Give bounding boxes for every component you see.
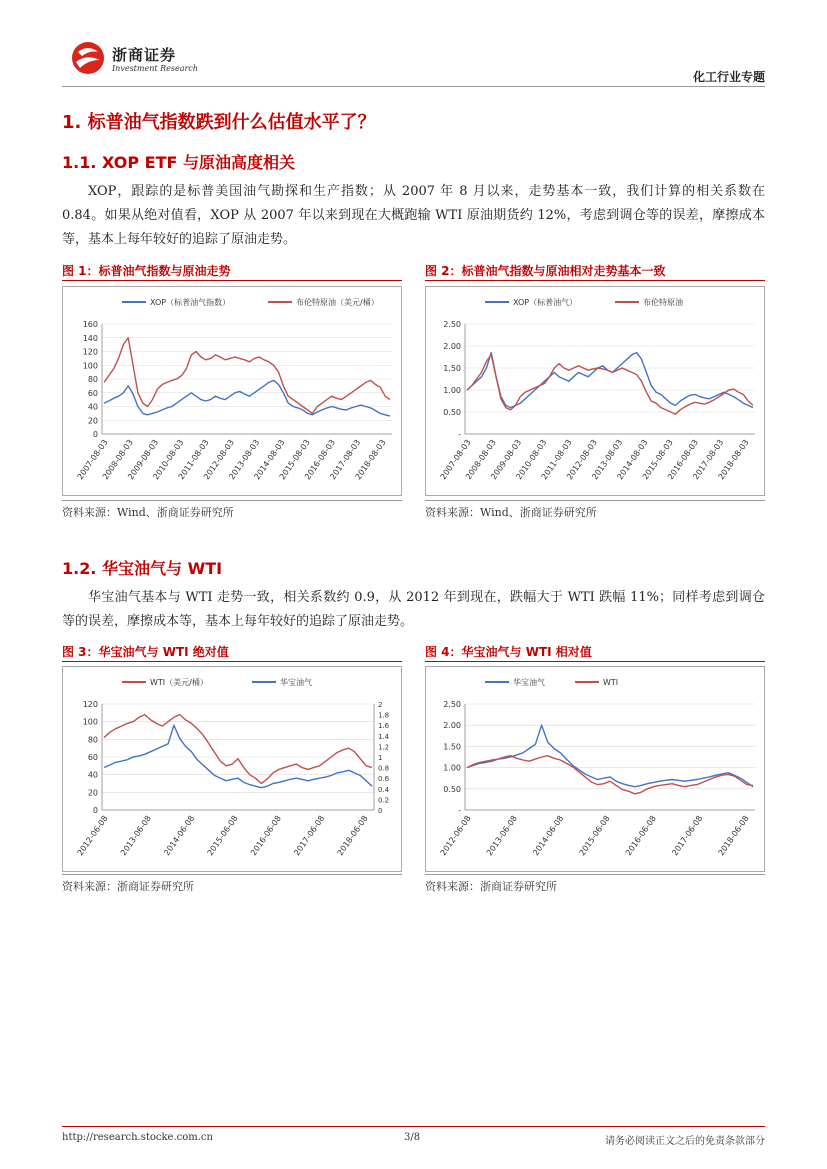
x-tick-label: 2015-06-08 bbox=[577, 813, 612, 858]
x-tick-label: 2012-08-03 bbox=[564, 437, 600, 482]
x-tick-label: 2011-08-03 bbox=[176, 437, 211, 482]
y2-tick-label: 0.6 bbox=[378, 775, 390, 784]
legend-label-1: 华宝油气 bbox=[280, 678, 312, 687]
section-1-2-paragraph: 华宝油气基本与 WTI 走势一致，相关系数约 0.9，从 2012 年到现在，跌幅大于 WTI 跌幅 11%；同样考虑到调仓等的误差，摩擦成本等，基本上每年较好的追踪了原油走势。 bbox=[62, 590, 765, 629]
figure-2-title: 图 2：标普油气指数与原油相对走势基本一致 bbox=[425, 264, 666, 278]
y-tick-label: 40 bbox=[87, 770, 98, 780]
x-tick-label: 2014-08-03 bbox=[615, 437, 650, 482]
section-1-title: 1. 标普油气指数跌到什么估值水平了？ bbox=[62, 112, 376, 133]
x-tick-label: 2016-06-08 bbox=[248, 813, 283, 858]
y-tick-label: 160 bbox=[82, 320, 98, 329]
section-1-1-title: 1.1. XOP ETF 与原油高度相关 bbox=[62, 153, 296, 172]
logo-chinese-name: 浙商证券 bbox=[112, 46, 177, 64]
x-tick-label: 2012-06-08 bbox=[438, 813, 473, 858]
x-tick-label: 2016-08-03 bbox=[666, 437, 701, 482]
x-tick-label: 2013-08-03 bbox=[227, 437, 262, 482]
y2-tick-label: 0.4 bbox=[378, 785, 390, 794]
figure-1-source: 资料来源：Wind、浙商证券研究所 bbox=[62, 506, 234, 519]
x-tick-label: 2018-08-03 bbox=[716, 437, 751, 482]
figure-1-chart bbox=[62, 286, 402, 496]
figure-4-title: 图 4：华宝油气与 WTI 相对值 bbox=[425, 645, 592, 659]
y2-tick-label: 1 bbox=[378, 754, 383, 762]
figure-1-title: 图 1：标普油气指数与原油走势 bbox=[62, 264, 231, 278]
y-tick-label: 2.50 bbox=[443, 320, 461, 329]
x-tick-label: 2009-08-03 bbox=[126, 437, 161, 482]
section-1-2-title: 1.2. 华宝油气与 WTI bbox=[62, 559, 223, 578]
y-tick-label: 40 bbox=[87, 402, 98, 412]
y2-tick-label: 0.8 bbox=[378, 764, 390, 773]
x-tick-label: 2008-08-03 bbox=[100, 437, 135, 482]
y2-tick-label: 1.4 bbox=[378, 732, 390, 741]
x-tick-label: 2017-08-03 bbox=[328, 437, 363, 482]
y2-tick-label: 0.2 bbox=[378, 796, 390, 805]
x-tick-label: 2018-08-03 bbox=[353, 437, 388, 482]
x-tick-label: 2011-08-03 bbox=[539, 437, 574, 482]
y2-tick-label: 1.8 bbox=[378, 711, 390, 720]
footer-disclaimer: 请务必阅读正文之后的免责条款部分 bbox=[605, 1136, 765, 1147]
y-tick-label: 60 bbox=[87, 753, 98, 762]
x-tick-label: 2015-08-03 bbox=[277, 437, 312, 482]
figure-4-source-rule bbox=[425, 874, 765, 875]
x-tick-label: 2015-06-08 bbox=[205, 813, 240, 858]
x-tick-label: 2014-06-08 bbox=[162, 813, 197, 858]
x-tick-label: 2017-08-03 bbox=[691, 437, 726, 482]
figure-2-title-rule bbox=[425, 280, 765, 281]
x-tick-label: 2018-06-08 bbox=[716, 813, 751, 858]
x-tick-label: 2010-08-03 bbox=[151, 437, 186, 482]
x-tick-label: 2007-08-03 bbox=[75, 437, 110, 482]
x-tick-label: 2015-08-03 bbox=[640, 437, 675, 482]
x-tick-label: 2013-08-03 bbox=[590, 437, 625, 482]
header-divider bbox=[62, 86, 765, 87]
legend-label-0: WTI（美元/桶） bbox=[150, 678, 208, 687]
x-tick-label: 2012-08-03 bbox=[201, 437, 237, 482]
x-tick-label: 2018-06-08 bbox=[335, 813, 370, 858]
x-tick-label: 2012-06-08 bbox=[75, 813, 110, 858]
x-tick-label: 2007-08-03 bbox=[438, 437, 473, 482]
y-tick-label: 1.50 bbox=[443, 742, 461, 752]
y-tick-label: - bbox=[458, 806, 461, 815]
figure-4-chart bbox=[425, 666, 765, 872]
figure-3-title: 图 3：华宝油气与 WTI 绝对值 bbox=[62, 645, 229, 659]
y-tick-label: 140 bbox=[82, 333, 98, 343]
y2-tick-label: 1.2 bbox=[378, 743, 390, 752]
figure-2-source-rule bbox=[425, 500, 765, 501]
y-tick-label: 60 bbox=[87, 388, 98, 398]
y-tick-label: 100 bbox=[82, 717, 98, 727]
section-1-1-paragraph: XOP，跟踪的是标普美国油气勘探和生产指数；从 2007 年 8 月以来，走势基本一致，我们计算的相关系数在 0.84。如果从绝对值看，XOP 从 2007 年以来到现在大概跑输 WTI 原油期货约 12%，考虑到调仓等的误差，摩擦成本等，基本上每年较好的追踪了原油走势。 bbox=[62, 184, 765, 247]
y-tick-label: 2.00 bbox=[443, 721, 461, 731]
figure-3-source: 资料来源：浙商证券研究所 bbox=[62, 880, 194, 893]
y-tick-label: 20 bbox=[87, 416, 98, 426]
figure-4-title-rule bbox=[425, 661, 765, 662]
x-tick-label: 2010-08-03 bbox=[514, 437, 549, 482]
legend-label-1: 布伦特原油 bbox=[643, 298, 683, 307]
legend-label-1: 布伦特原油（美元/桶） bbox=[296, 298, 379, 307]
x-tick-label: 2016-06-08 bbox=[623, 813, 658, 858]
x-tick-label: 2008-08-03 bbox=[463, 437, 498, 482]
y-tick-label: 100 bbox=[82, 361, 98, 371]
y-tick-label: 120 bbox=[82, 347, 98, 357]
y-tick-label: 80 bbox=[87, 375, 98, 384]
figure-3-title-rule bbox=[62, 661, 402, 662]
figure-2-chart bbox=[425, 286, 765, 496]
y-tick-label: 20 bbox=[87, 788, 98, 798]
y-tick-label: 80 bbox=[87, 735, 98, 745]
figure-1-source-rule bbox=[62, 500, 402, 501]
y-tick-label: 0 bbox=[92, 806, 98, 815]
y-tick-label: 0 bbox=[92, 430, 98, 439]
y-tick-label: 2.00 bbox=[443, 342, 461, 351]
footer-url[interactable]: http://research.stocke.com.cn bbox=[62, 1132, 213, 1143]
x-tick-label: 2016-08-03 bbox=[303, 437, 338, 482]
y-tick-label: 0.50 bbox=[443, 408, 461, 417]
x-tick-label: 2014-06-08 bbox=[531, 813, 566, 858]
report-category: 化工行业专题 bbox=[692, 70, 765, 84]
y2-tick-label: 0 bbox=[378, 807, 383, 815]
y-tick-label: 1.50 bbox=[443, 364, 461, 373]
x-tick-label: 2009-08-03 bbox=[489, 437, 524, 482]
y-tick-label: - bbox=[458, 430, 461, 439]
y-tick-label: 1.00 bbox=[443, 386, 461, 395]
x-tick-label: 2013-06-08 bbox=[484, 813, 519, 858]
figure-2-source: 资料来源：Wind、浙商证券研究所 bbox=[425, 506, 597, 519]
y-tick-label: 0.50 bbox=[443, 784, 461, 794]
y-tick-label: 1.00 bbox=[443, 763, 461, 773]
logo-english-name: Investment Research bbox=[112, 64, 198, 73]
x-tick-label: 2017-06-08 bbox=[292, 813, 327, 858]
x-tick-label: 2013-06-08 bbox=[118, 813, 153, 858]
x-tick-label: 2017-06-08 bbox=[670, 813, 705, 858]
x-tick-label: 2014-08-03 bbox=[252, 437, 287, 482]
legend-label-0: 华宝油气 bbox=[513, 678, 545, 687]
y-tick-label: 120 bbox=[82, 700, 98, 709]
figure-4-source: 资料来源：浙商证券研究所 bbox=[425, 880, 557, 893]
y2-tick-label: 2 bbox=[378, 701, 383, 709]
legend-label-1: WTI bbox=[603, 678, 619, 687]
figure-3-chart bbox=[62, 666, 402, 872]
legend-label-0: XOP（标普油气指数） bbox=[150, 298, 231, 307]
company-logo-icon bbox=[68, 40, 108, 76]
y-tick-label: 2.50 bbox=[443, 700, 461, 709]
legend-label-0: XOP（标普油气） bbox=[513, 298, 578, 307]
page-number: 3/8 bbox=[404, 1132, 421, 1143]
figure-3-source-rule bbox=[62, 874, 402, 875]
figure-1-title-rule bbox=[62, 280, 402, 281]
y2-tick-label: 1.6 bbox=[378, 722, 390, 731]
footer-divider bbox=[62, 1126, 765, 1127]
